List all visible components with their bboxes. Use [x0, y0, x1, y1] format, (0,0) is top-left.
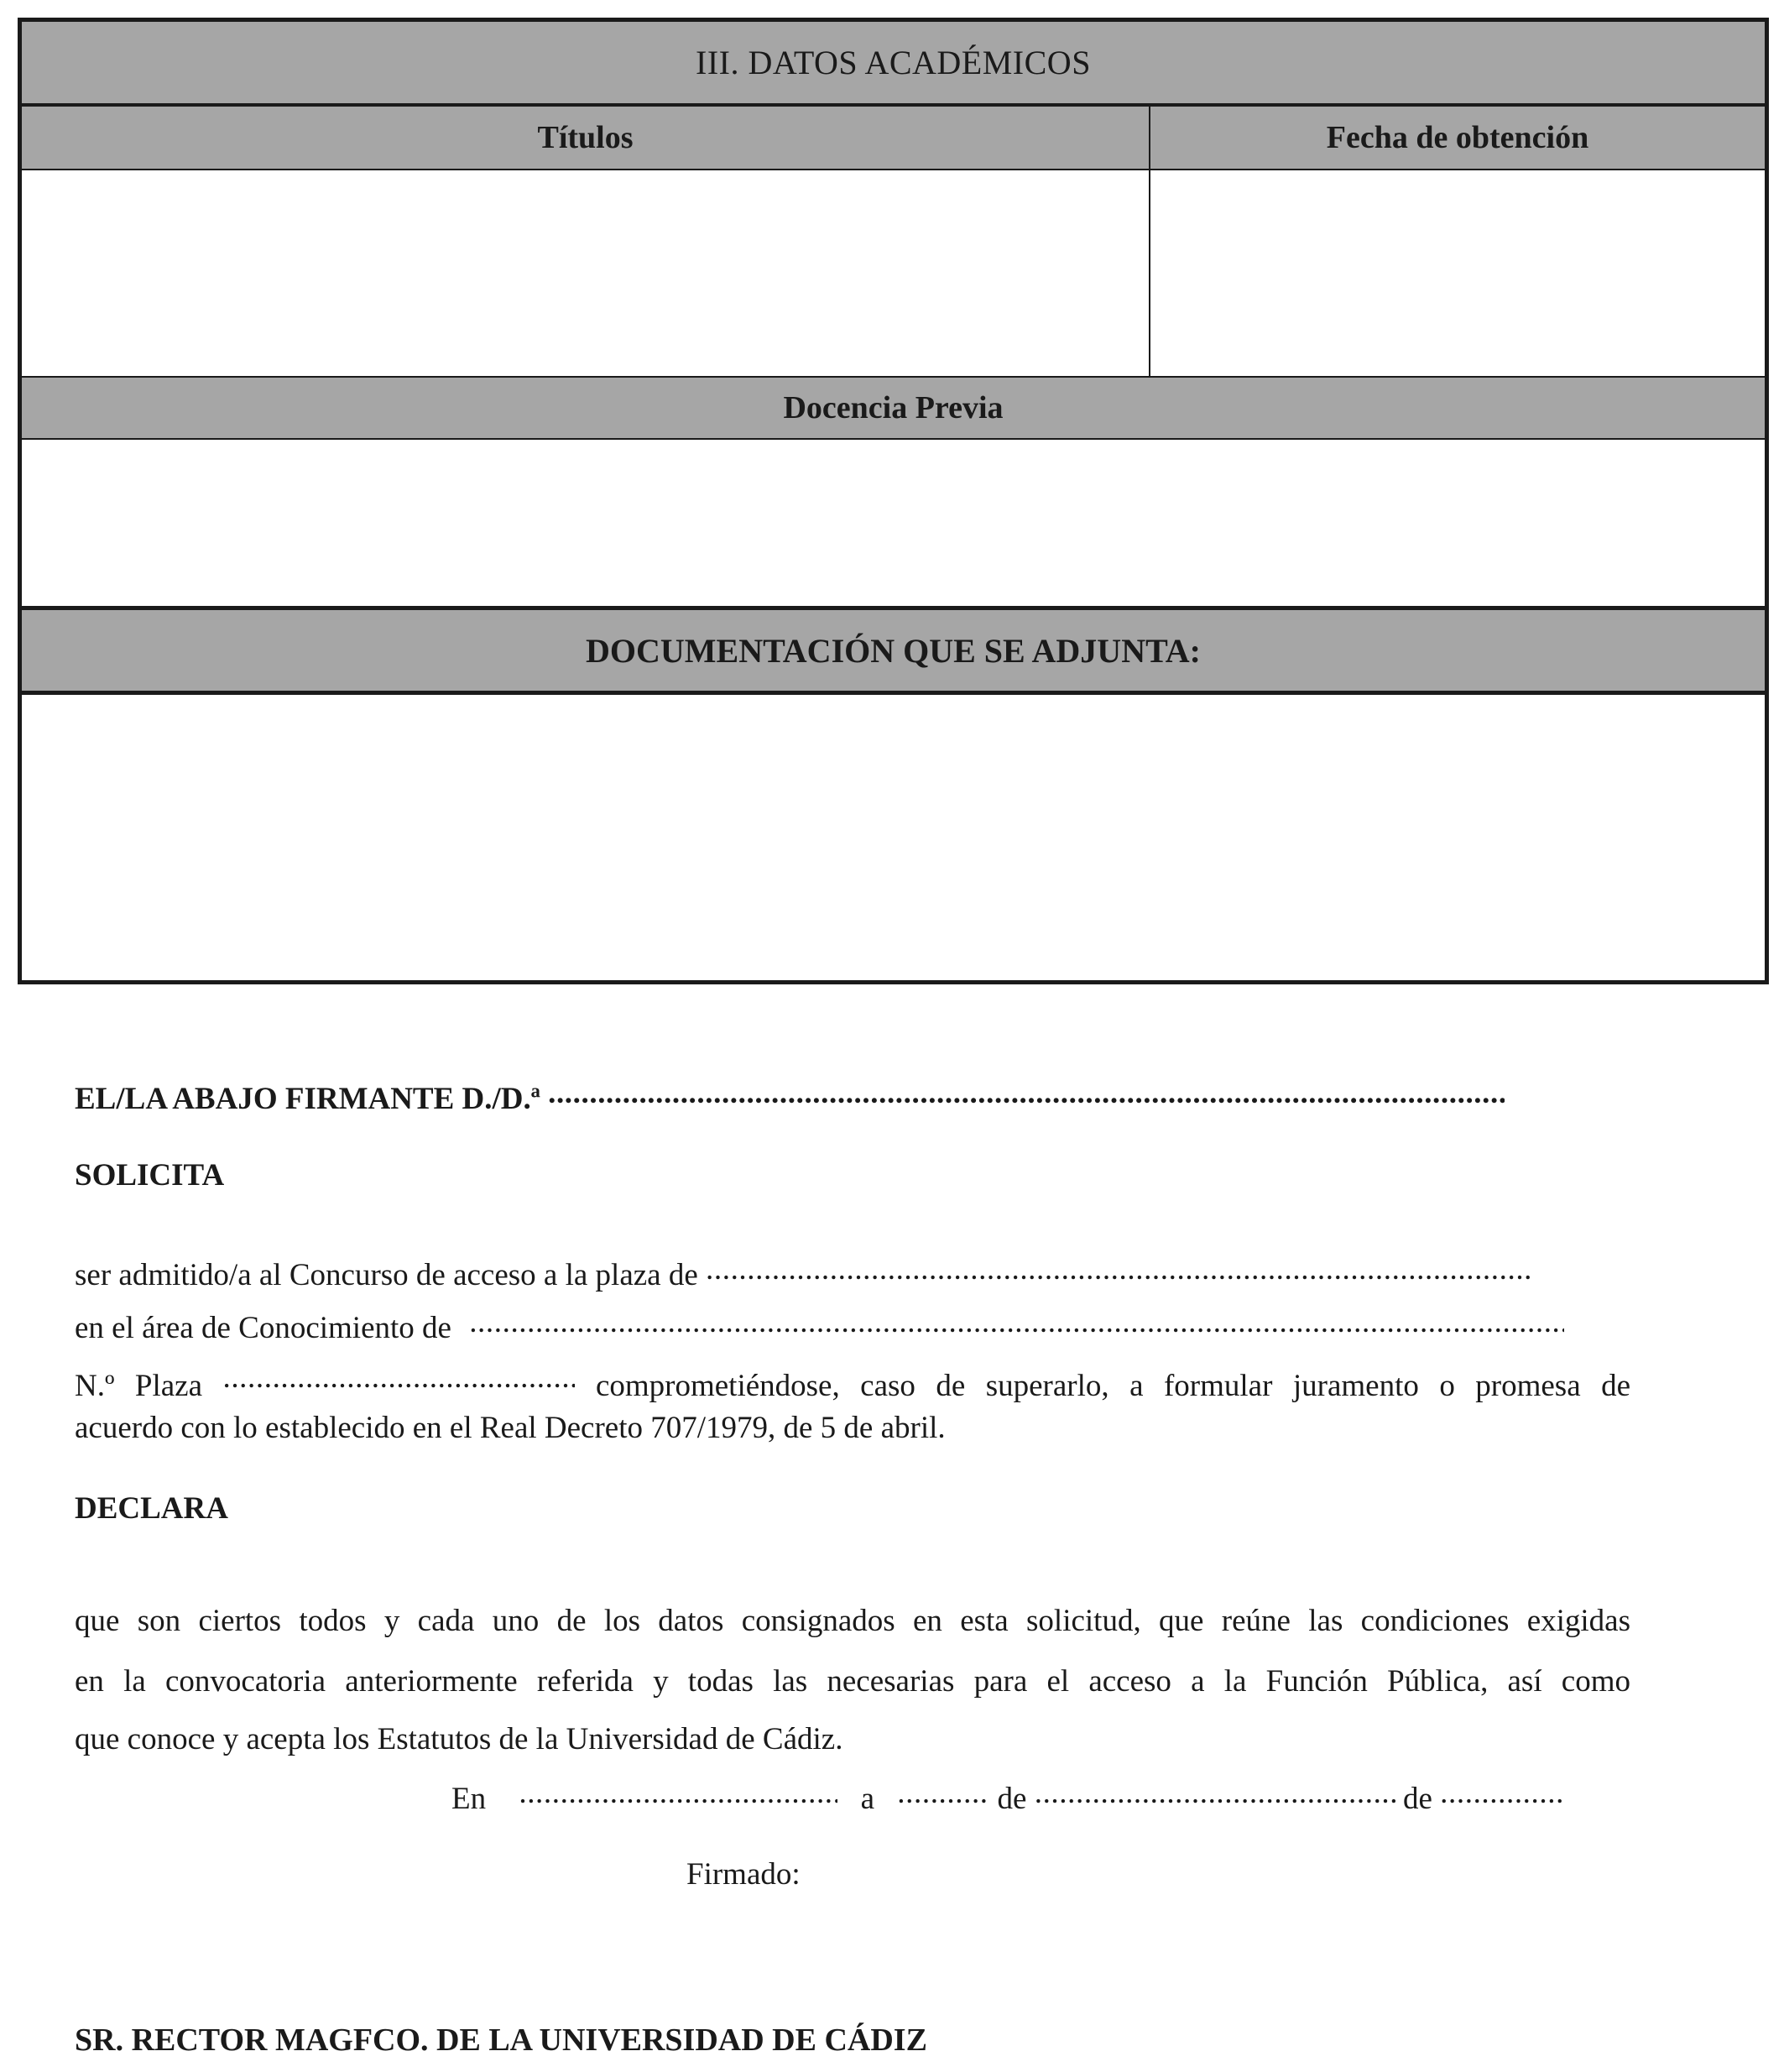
declara-line-3: que conoce y acepta los Estatutos de la Universidad de Cádiz. [75, 1722, 843, 1756]
declara-line-2: en la convocatoria anteriormente referida y todas las necesarias para el acceso a la Función Pública, así como [75, 1664, 1630, 1699]
de-label-2: de [1402, 1782, 1432, 1816]
documentacion-header: DOCUMENTACIÓN QUE SE ADJUNTA: [22, 606, 1765, 695]
firmante-label: EL/LA ABAJO FIRMANTE D./D.ª [75, 1082, 540, 1116]
area-conocimiento-field[interactable] [469, 1307, 1564, 1338]
solicita-line-3-text: comprometiéndose, caso de superarlo, a formular juramento o promesa de [595, 1369, 1630, 1403]
a-label: a [860, 1782, 875, 1816]
academic-data-table [18, 18, 1769, 984]
declara-heading: DECLARA [75, 1491, 228, 1526]
en-label: En [451, 1782, 487, 1816]
column-header-fecha: Fecha de obtención [1326, 120, 1589, 155]
documentacion-field[interactable] [27, 700, 1760, 975]
titulos-entry-area [22, 170, 1765, 376]
plaza-field[interactable] [706, 1254, 1532, 1285]
year-field[interactable] [1440, 1777, 1566, 1808]
firmante-line [75, 1078, 1505, 1114]
column-header-row [22, 107, 1765, 170]
solicita-line-3 [75, 1360, 1630, 1404]
firmante-name-field[interactable] [548, 1078, 1505, 1109]
solicita-line-4: acuerdo con lo establecido en el Real Decreto 707/1979, de 5 de abril. [75, 1411, 946, 1445]
firmado-label: Firmado: [686, 1857, 801, 1892]
column-header-titulos: Títulos [22, 107, 1150, 169]
month-field[interactable] [1035, 1777, 1395, 1808]
day-field[interactable] [897, 1777, 989, 1808]
addressee: SR. RECTOR MAGFCO. DE LA UNIVERSIDAD DE CÁDIZ [75, 2022, 927, 2058]
solicita-heading: SOLICITA [75, 1158, 225, 1193]
solicita-line-2-text: en el área de Conocimiento de [75, 1311, 451, 1345]
place-field[interactable] [519, 1777, 837, 1808]
place-date-line [451, 1777, 1566, 1814]
docencia-previa-header: Docencia Previa [22, 376, 1765, 440]
plaza-number-field[interactable] [222, 1360, 575, 1396]
documentacion-area [22, 695, 1765, 980]
solicita-line-1 [75, 1254, 1532, 1291]
plaza-number-label: N.º Plaza [75, 1369, 203, 1403]
fecha-obtencion-field[interactable] [1155, 175, 1760, 371]
titulos-field[interactable] [27, 175, 1135, 371]
de-label-1: de [997, 1782, 1027, 1816]
solicita-line-2 [75, 1307, 1564, 1344]
column-divider [1149, 170, 1150, 376]
docencia-previa-area [22, 440, 1765, 606]
declara-line-1: que son ciertos todos y cada uno de los datos consignados en esta solicitud, que reúne las condiciones exigidas [75, 1604, 1630, 1638]
section-title: III. DATOS ACADÉMICOS [22, 22, 1765, 107]
docencia-previa-field[interactable] [27, 445, 1760, 601]
solicita-line-1-text: ser admitido/a al Concurso de acceso a la plaza de [75, 1258, 698, 1292]
